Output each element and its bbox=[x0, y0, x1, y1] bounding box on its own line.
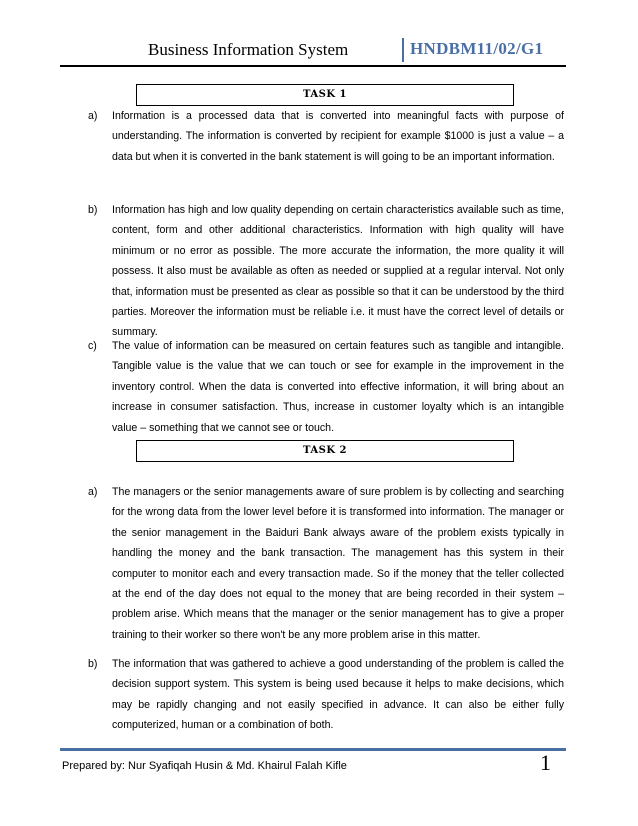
page-number: 1 bbox=[540, 750, 551, 775]
task-2-item-a bbox=[88, 482, 564, 645]
item-text: The information that was gathered to achieve a good understanding of the problem is called the decision support system. This system is being used because it helps to make decisions, which may be rapidly changing and not easily specified in advance. It can also be either fully computerized, human or a combination of both. bbox=[112, 658, 564, 732]
page-header bbox=[0, 26, 638, 66]
course-code: HNDBM11/02/G1 bbox=[410, 39, 544, 58]
header-divider bbox=[60, 65, 566, 67]
footer-prepared-by: Prepared by: Nur Syafiqah Husin & Md. Khairul Falah Kifle bbox=[62, 760, 347, 772]
task-1-item-b bbox=[88, 200, 564, 343]
item-text: The value of information can be measured on certain features such as tangible and intangible. Tangible value is the value that we can touch or see for example in the improvement in the inventory control. When the data is converted into effective information, it will bring about an increase in consumer satisfaction. Thus, increase in customer loyalty which is an intangible value – something that we cannot see or touch. bbox=[112, 340, 564, 434]
item-label: a) bbox=[88, 110, 98, 122]
task-1-item-a bbox=[88, 106, 564, 167]
task-2-item-b bbox=[88, 654, 564, 736]
item-text: Information is a processed data that is converted into meaningful facts with purpose of understanding. The information is converted by recipient for example $1000 is just a value – a data but when it is converted in the bank statement is will going to be an important information. bbox=[112, 110, 564, 163]
item-text: Information has high and low quality depending on certain characteristics available such as time, content, form and other additional characteristics. Information with high quality will have minimum or no error as possible. The more accurate the information, the more quality it will possess. It also must be available as often as needed or supplied at a regular interval. Not only that, information must be presented as clear as possible so that it can be understood by the third parties. Moreover the information must be reliable i.e. it must have the correct level of details or summary. bbox=[112, 204, 564, 339]
item-label: c) bbox=[88, 340, 97, 352]
footer-divider bbox=[60, 748, 566, 751]
document-title: Business Information System bbox=[148, 40, 349, 59]
item-label: a) bbox=[88, 486, 98, 498]
task-1-heading: TASK 1 bbox=[136, 84, 514, 106]
item-label: b) bbox=[88, 658, 98, 670]
task-1-item-c bbox=[88, 336, 564, 438]
item-text: The managers or the senior managements aware of sure problem is by collecting and searching for the wrong data from the lower level before it is transformed into information. The manager or the senior management in the Baiduri Bank always aware of the problem exists typically in handling the money and the bank transaction. The management has this system in their computer to monitor each and every transaction made. So if the money that the teller collected at the end of the day does not equal to the money that are being recorded in their system – problem arise. Which means that the manager or the senior management has to give a proper training to their worker so there won't be any more problem arise in this matter. bbox=[112, 486, 564, 641]
header-separator bbox=[402, 38, 404, 62]
task-2-heading: TASK 2 bbox=[136, 440, 514, 462]
item-label: b) bbox=[88, 204, 98, 216]
